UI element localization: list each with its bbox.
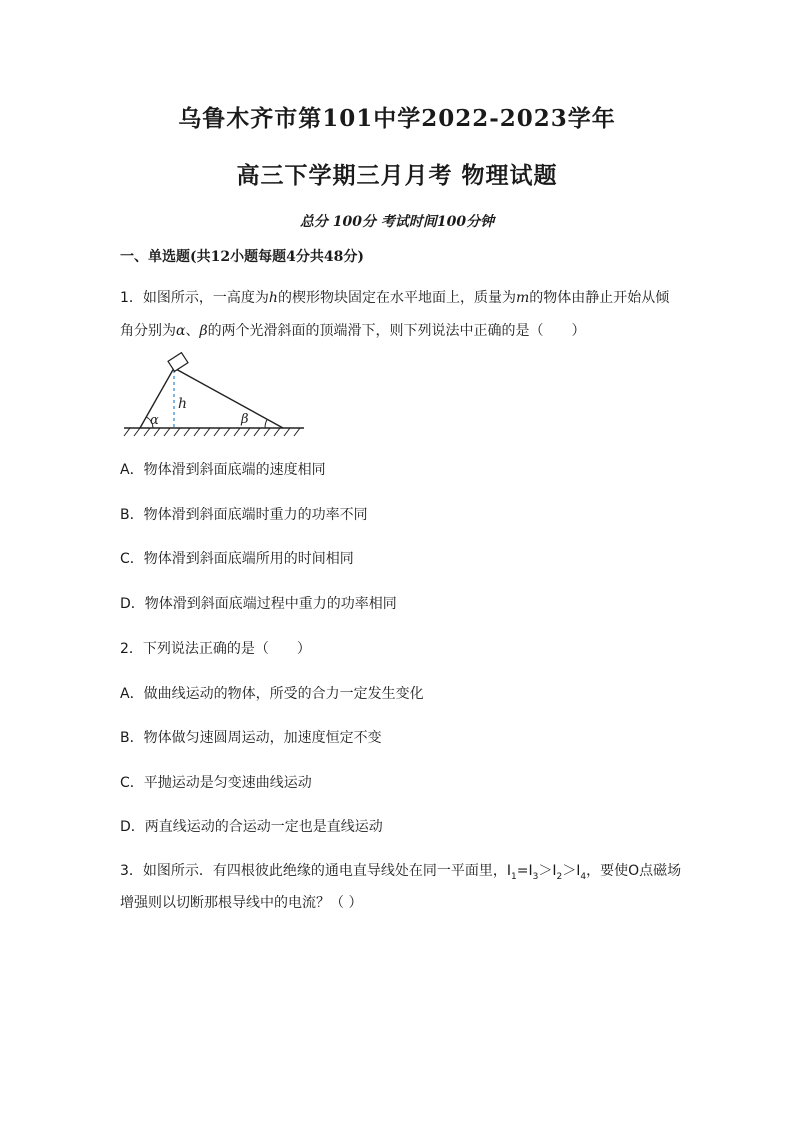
section-heading: 一、单选题(共12小题每题4分共48分): [120, 249, 364, 265]
exam-title-line2: 高三下学期三月月考 物理试题: [236, 162, 558, 189]
exam-info: 总分 100分 考试时间100分钟: [299, 214, 495, 230]
q1-option-b: B．物体滑到斜面底端时重力的功率不同: [120, 507, 368, 523]
var-h: h: [268, 290, 278, 306]
q1-stem-line2: 角分别为α、β的两个光滑斜面的顶端滑下，则下列说法中正确的是（ ）: [120, 323, 586, 339]
q2-stem: 2．下列说法正确的是（ ）: [120, 641, 311, 657]
beta-arc: [265, 419, 267, 428]
label-beta: β: [241, 412, 249, 427]
q3-stem-line1: 3．如图所示．有四根彼此绝缘的通电直导线处在同一平面里，$I_1=I_3>I_2>I_4$，要使O点磁场: [120, 863, 682, 882]
var-beta: β: [199, 323, 208, 339]
q2-option-b: B．物体做匀速圆周运动，加速度恒定不变: [120, 730, 382, 746]
q3-stem-line2: 增强则以切断那根导线中的电流？（ ）: [120, 895, 363, 911]
q2-option-d: D．两直线运动的合运动一定也是直线运动: [120, 819, 383, 835]
q1-number: 1．: [120, 290, 143, 306]
sliding-block: [168, 353, 188, 372]
q1-option-d: D．物体滑到斜面底端过程中重力的功率相同: [120, 596, 397, 612]
exam-title-line1: 乌鲁木齐市第101中学2022-2023学年: [178, 105, 616, 132]
var-alpha: α: [176, 323, 186, 339]
q2-option-c: C．平抛运动是匀变速曲线运动: [120, 775, 312, 791]
ground-hatching: [124, 428, 300, 436]
wedge-outline: [140, 368, 283, 428]
q1-option-a: A．物体滑到斜面底端的速度相同: [120, 462, 326, 478]
q1-stem-line1: 1．如图所示，一高度为h的楔形物块固定在水平地面上，质量为m的物体由静止开始从倾: [120, 290, 670, 306]
q1-option-c: C．物体滑到斜面底端所用的时间相同: [120, 551, 354, 567]
var-m: m: [515, 290, 530, 306]
label-alpha: α: [150, 413, 159, 428]
q2-option-a: A．做曲线运动的物体，所受的合力一定发生变化: [120, 686, 424, 702]
label-h: h: [178, 396, 188, 412]
wedge-figure: [120, 352, 310, 442]
